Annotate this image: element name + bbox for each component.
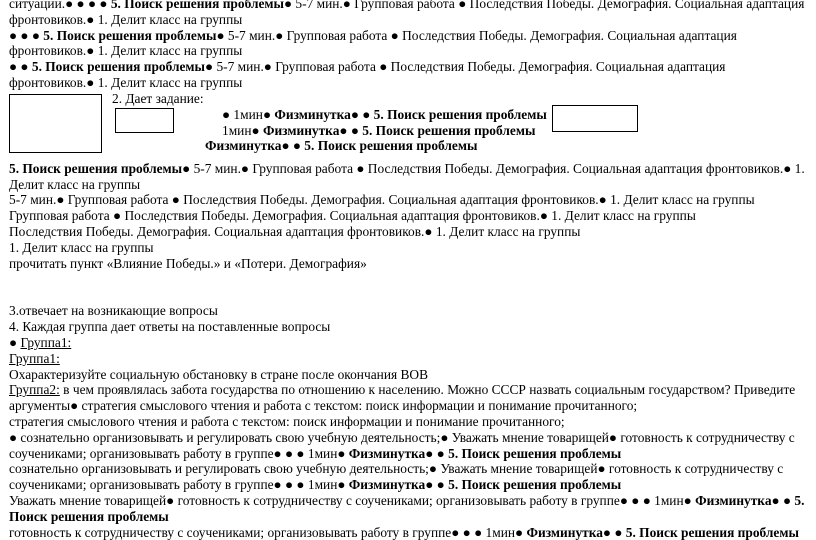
text-line-segment: стратегия смыслового чтения и работа с текстом: поиск информации и понимание прочитанного; bbox=[9, 413, 565, 429]
text-line bbox=[9, 177, 809, 193]
text-line bbox=[9, 240, 809, 256]
text-line-segment: Групповая работа ● Последствия Победы. Демография. Социальная адаптация фронтовиков.● 1. Делит класс на группы bbox=[9, 208, 696, 224]
text-line-segment: сознательно организовывать и регулировать свою учебную деятельность;● Уважать мнение товарищей● готовность к сотрудничеству с bbox=[9, 461, 784, 477]
text-line-segment: ● Физминутка● ● 5. Поиск решения проблемы bbox=[337, 445, 622, 461]
document-body bbox=[9, 0, 809, 540]
text-line-segment: ● 5-7 мин.● Групповая работа ● Последствия Победы. Демография. Социальная адаптация фронтовиков.● 1. bbox=[182, 160, 805, 176]
text-line bbox=[9, 59, 809, 75]
text-line bbox=[9, 382, 809, 398]
text-line bbox=[9, 208, 809, 224]
text-line-segment: ● сознательно организовывать и регулировать свою учебную деятельность;● Уважать мнение товарищей● готовность к сотрудничеству с bbox=[9, 429, 795, 445]
text-line bbox=[9, 509, 809, 525]
empty-box-center-left bbox=[115, 108, 174, 133]
text-line-segment: ● 5-7 мин.● Групповая работа ● Последствия Победы. Демография. Социальная адаптация bbox=[283, 0, 805, 11]
text-line bbox=[9, 335, 809, 351]
text-line-segment: 5. Поиск решения проблемы bbox=[9, 160, 183, 176]
top-paragraphs bbox=[9, 0, 809, 91]
text-line-segment: ● bbox=[9, 334, 21, 350]
bottom-paragraphs bbox=[9, 303, 809, 540]
text-line bbox=[9, 161, 809, 177]
empty-box-right bbox=[552, 105, 638, 132]
text-line-segment: прочитать пункт «Влияние Победы.» и «Потери. Демография» bbox=[9, 255, 367, 271]
text-line bbox=[9, 414, 809, 430]
text-line-segment: ● ● ● 5. Поиск решения проблемы bbox=[9, 27, 217, 43]
text-line-segment: ● Физминутка● ● 5. Поиск решения проблемы bbox=[515, 524, 799, 540]
text-line-segment: ● 5-7 мин.● Групповая работа ● Последствия Победы. Демография. Социальная адаптация bbox=[205, 59, 726, 75]
center-line bbox=[205, 138, 477, 154]
task-block bbox=[9, 91, 809, 161]
text-line bbox=[9, 477, 809, 493]
text-line-segment: ● ● ● ● 5. Поиск решения проблемы bbox=[65, 0, 284, 11]
center-line-segment: ● 1мин bbox=[222, 106, 263, 122]
text-line bbox=[9, 446, 809, 462]
text-line bbox=[9, 430, 809, 446]
text-line-segment: Уважать мнение товарищей● готовность к сотрудничеству с соучениками; организовывать работу в группе● ● ● 1мин bbox=[9, 492, 684, 508]
empty-box-left bbox=[9, 94, 102, 153]
text-line-segment: 4. Каждая группа дает ответы на поставленные вопросы bbox=[9, 319, 331, 335]
text-line-segment: ситуации. bbox=[9, 0, 66, 11]
text-line-segment: ● 5-7 мин.● Групповая работа ● Последствия Победы. Демография. Социальная адаптация bbox=[216, 27, 737, 43]
text-line bbox=[9, 0, 809, 12]
text-line-segment: ● Физминутка● ● 5. Поиск решения проблемы bbox=[337, 477, 622, 493]
text-line bbox=[9, 367, 809, 383]
text-line-segment: Группа2: bbox=[9, 382, 60, 398]
text-line-segment: фронтовиков.● 1. Делит класс на группы bbox=[9, 74, 243, 90]
text-line-segment: ● Физминутка● ● 5. bbox=[683, 492, 805, 508]
text-line bbox=[9, 525, 809, 540]
middle-paragraphs bbox=[9, 161, 809, 272]
text-line-segment: Поиск решения проблемы bbox=[9, 508, 169, 524]
text-line-segment: фронтовиков.● 1. Делит класс на группы bbox=[9, 43, 243, 59]
text-line bbox=[9, 28, 809, 44]
text-line bbox=[9, 224, 809, 240]
text-line-segment: Последствия Победы. Демография. Социальная адаптация фронтовиков.● 1. Делит класс на группы bbox=[9, 223, 581, 239]
text-line-segment: Группа1: bbox=[20, 334, 72, 350]
text-line bbox=[9, 256, 809, 272]
text-line-segment: в чем проявлялась забота государства по отношению к населению. Можно СССР назвать социальным государством? Приведите bbox=[59, 382, 796, 398]
center-line bbox=[222, 107, 547, 123]
text-line bbox=[9, 75, 809, 91]
text-line bbox=[9, 303, 809, 319]
text-line bbox=[9, 192, 809, 208]
text-line bbox=[9, 319, 809, 335]
text-line-segment: 5-7 мин.● Групповая работа ● Последствия Победы. Демография. Социальная адаптация фронтовиков.● 1. Делит класс на группы bbox=[9, 192, 755, 208]
text-line-segment: 1. Делит класс на группы bbox=[9, 239, 154, 255]
text-line-segment: Делит класс на группы bbox=[9, 176, 141, 192]
text-line-segment: фронтовиков.● 1. Делит класс на группы bbox=[9, 11, 243, 27]
text-line-segment: соучениками; организовывать работу в группе● ● ● 1мин bbox=[9, 445, 338, 461]
text-line-segment: 3.отвечает на возникающие вопросы bbox=[9, 303, 218, 319]
text-line bbox=[9, 43, 809, 59]
blank-gap bbox=[9, 271, 809, 303]
text-line bbox=[9, 461, 809, 477]
text-line bbox=[9, 398, 809, 414]
text-line-segment: готовность к сотрудничеству с соучениками; организовывать работу в группе● ● ● 1мин bbox=[9, 524, 516, 540]
center-line-segment: ● Физминутка● ● 5. Поиск решения проблемы bbox=[251, 122, 536, 138]
text-line-segment: Группа1: bbox=[9, 350, 60, 366]
text-line-segment: ● ● 5. Поиск решения проблемы bbox=[9, 59, 206, 75]
text-line bbox=[9, 12, 809, 28]
text-line-segment: Охарактеризуйте социальную обстановку в стране после окончания ВОВ bbox=[9, 366, 429, 382]
text-line-segment: аргументы● стратегия смыслового чтения и работа с текстом: поиск информации и понимание прочитанного; bbox=[9, 398, 638, 414]
text-line bbox=[9, 493, 809, 509]
center-line bbox=[222, 123, 535, 139]
center-line-segment: 1мин bbox=[222, 122, 252, 138]
task-line: 2. Дает задание: bbox=[112, 90, 204, 106]
center-line-segment: ● Физминутка● ● 5. Поиск решения проблемы bbox=[262, 106, 547, 122]
text-line bbox=[9, 351, 809, 367]
center-line-segment: Физминутка● ● 5. Поиск решения проблемы bbox=[205, 138, 478, 154]
text-line-segment: соучениками; организовывать работу в группе● ● ● 1мин bbox=[9, 477, 338, 493]
